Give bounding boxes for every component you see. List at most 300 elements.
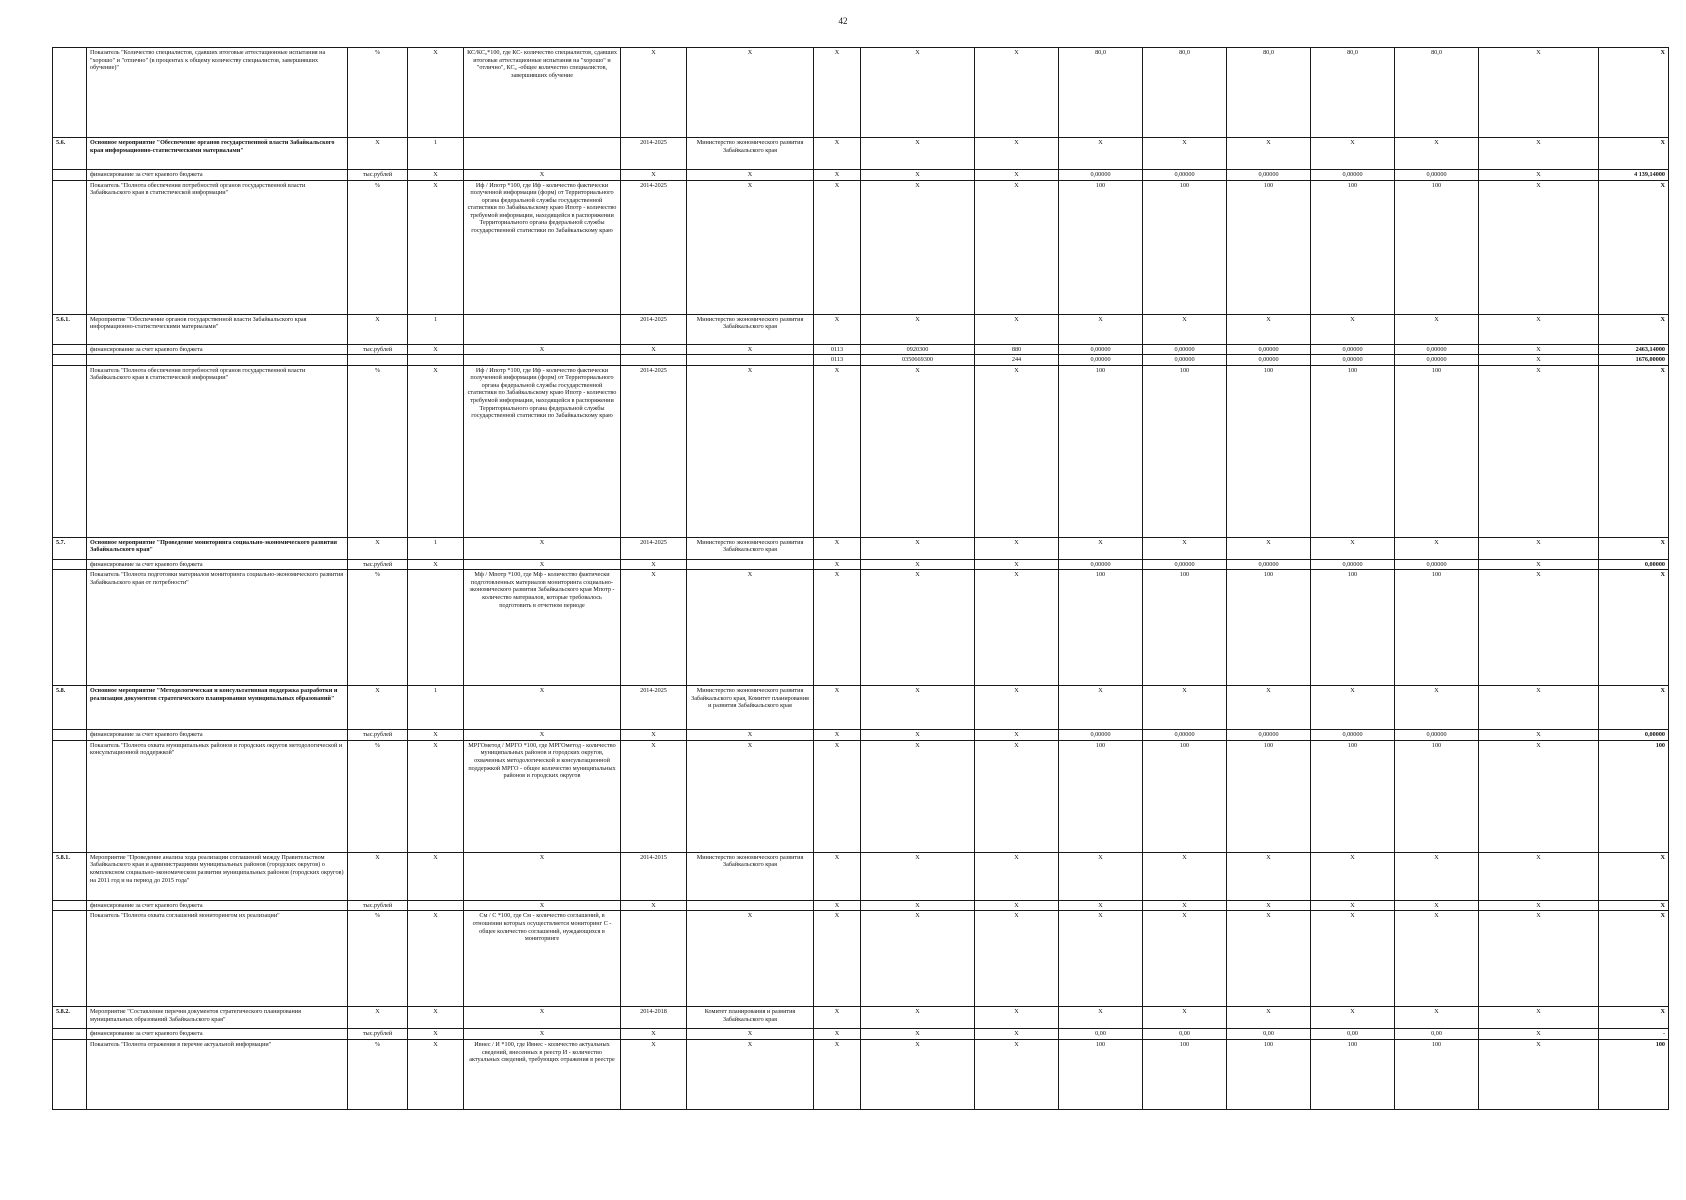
row-number [53, 730, 87, 741]
executor-cell: Министерство экономического развития Забайкальского края [687, 537, 814, 559]
period-cell: 2014-2015 [621, 852, 687, 900]
grbs-cell: X [814, 314, 861, 344]
year-2-cell: 100 [1143, 180, 1227, 314]
grbs-cell: 0113 [814, 344, 861, 355]
kbk-cell: X [861, 740, 975, 852]
year-4-cell: 100 [1311, 365, 1395, 537]
unit-cell: % [348, 48, 408, 138]
total-cell: X [1599, 180, 1669, 314]
year-1-cell: X [1059, 686, 1143, 730]
name-cell: Показатель "Полнота охвата муниципальных районов и городских округов методологической и консультационной поддержкой" [87, 740, 348, 852]
kbk-cell: X [861, 911, 975, 1007]
row-number: 5.8.1. [53, 852, 87, 900]
total-cell: X [1599, 686, 1669, 730]
kbk-cell: X [861, 537, 975, 559]
total-cell: 2463,14000 [1599, 344, 1669, 355]
year-3-cell: 100 [1227, 1039, 1311, 1109]
year-1-cell: X [1059, 1007, 1143, 1029]
grbs-cell: X [814, 48, 861, 138]
year-1-cell: X [1059, 900, 1143, 911]
period-cell: X [621, 1029, 687, 1040]
year-2-cell: 0,00000 [1143, 355, 1227, 366]
total-cell: X [1599, 537, 1669, 559]
year-4-cell: 0,00000 [1311, 344, 1395, 355]
method-cell: X [464, 900, 621, 911]
name-cell: Основное мероприятие "Обеспечение органов государственной власти Забайкальского края информационно-статистическими материалами" [87, 138, 348, 170]
year-4-cell: X [1311, 314, 1395, 344]
year-1-cell: 0,00 [1059, 1029, 1143, 1040]
year-1-cell: 100 [1059, 180, 1143, 314]
unit-cell: % [348, 1039, 408, 1109]
year-5-cell: X [1395, 852, 1479, 900]
executor-cell [687, 559, 814, 570]
year-2-cell: 0,00000 [1143, 170, 1227, 181]
year-5-cell: 0,00000 [1395, 344, 1479, 355]
name-cell: Мероприятие "Проведение анализа хода реализации соглашений между Правительством Забайкальского края и администрациями муниципальных районов (городских округов) о комплексном социально-экономическом развитии муниципальных районов (городских округов) на 2011 год и на период до 2015 года" [87, 852, 348, 900]
year-2-cell: X [1143, 138, 1227, 170]
executor-cell: X [687, 180, 814, 314]
year-6-cell: X [1479, 900, 1599, 911]
year-2-cell: 0,00000 [1143, 730, 1227, 741]
period-cell [621, 911, 687, 1007]
row-number [53, 1039, 87, 1109]
year-3-cell: 0,00000 [1227, 170, 1311, 181]
total-cell: X [1599, 365, 1669, 537]
kbk-cell: X [861, 1007, 975, 1029]
table-row [53, 559, 1669, 570]
period-cell: X [621, 344, 687, 355]
kbk-cell: X [861, 570, 975, 686]
kbk-cell: X [861, 1039, 975, 1109]
unit-cell: X [348, 314, 408, 344]
table-row [53, 48, 1669, 138]
kbk-cell: 0350669300 [861, 355, 975, 366]
year-2-cell: 100 [1143, 1039, 1227, 1109]
weight-cell: 1 [408, 138, 464, 170]
method-cell: X [464, 686, 621, 730]
executor-cell: X [687, 1039, 814, 1109]
name-cell: Показатель "Полнота обеспечения потребностей органов государственной власти Забайкальского края в статистической информации" [87, 180, 348, 314]
period-cell: X [621, 740, 687, 852]
year-2-cell: 100 [1143, 740, 1227, 852]
kbk-cell: X [861, 138, 975, 170]
executor-cell: X [687, 344, 814, 355]
row-number [53, 570, 87, 686]
executor-cell [687, 900, 814, 911]
weight-cell: X [408, 48, 464, 138]
executor-cell [687, 355, 814, 366]
year-3-cell: 0,00000 [1227, 730, 1311, 741]
year-3-cell: 0,00000 [1227, 355, 1311, 366]
kbk-cell: X [861, 48, 975, 138]
year-3-cell: 0,00 [1227, 1029, 1311, 1040]
grbs-cell: X [814, 138, 861, 170]
method-cell: X [464, 1007, 621, 1029]
vr-cell: X [975, 559, 1059, 570]
unit-cell: % [348, 740, 408, 852]
year-3-cell: X [1227, 138, 1311, 170]
year-1-cell: X [1059, 537, 1143, 559]
method-cell: X [464, 1029, 621, 1040]
weight-cell: X [408, 852, 464, 900]
year-3-cell: 100 [1227, 180, 1311, 314]
weight-cell: X [408, 740, 464, 852]
weight-cell: X [408, 730, 464, 741]
row-number [53, 170, 87, 181]
name-cell: Показатель "Полнота охвата соглашений мониторингом их реализации" [87, 911, 348, 1007]
year-5-cell: 0,00000 [1395, 170, 1479, 181]
weight-cell: X [408, 180, 464, 314]
kbk-cell: X [861, 686, 975, 730]
year-1-cell: 100 [1059, 570, 1143, 686]
total-cell: - [1599, 1029, 1669, 1040]
unit-cell: X [348, 138, 408, 170]
unit-cell: X [348, 1007, 408, 1029]
row-number [53, 180, 87, 314]
executor-cell: X [687, 570, 814, 686]
weight-cell: X [408, 170, 464, 181]
executor-cell: X [687, 1029, 814, 1040]
year-6-cell: X [1479, 559, 1599, 570]
year-2-cell: X [1143, 537, 1227, 559]
year-3-cell: X [1227, 900, 1311, 911]
total-cell: X [1599, 1007, 1669, 1029]
table-row [53, 138, 1669, 170]
year-1-cell: 100 [1059, 1039, 1143, 1109]
name-cell: Показатель "Полнота подготовки материалов мониторинга социально-экономического развития Забайкальского края от потребности" [87, 570, 348, 686]
table-row [53, 537, 1669, 559]
weight-cell: X [408, 365, 464, 537]
year-1-cell: X [1059, 911, 1143, 1007]
table-row [53, 686, 1669, 730]
total-cell: X [1599, 852, 1669, 900]
executor-cell: Министерство экономического развития Забайкальского края, Комитет планирования и развития Забайкальского края [687, 686, 814, 730]
method-cell: X [464, 852, 621, 900]
year-5-cell: X [1395, 900, 1479, 911]
year-3-cell: 0,00000 [1227, 559, 1311, 570]
kbk-cell: X [861, 180, 975, 314]
year-5-cell: 80,0 [1395, 48, 1479, 138]
vr-cell: X [975, 1029, 1059, 1040]
period-cell: X [621, 170, 687, 181]
total-cell: 4 139,14000 [1599, 170, 1669, 181]
year-6-cell: X [1479, 170, 1599, 181]
row-number [53, 740, 87, 852]
period-cell: 2014-2025 [621, 180, 687, 314]
name-cell: финансирование за счет краевого бюджета [87, 170, 348, 181]
weight-cell: X [408, 1039, 464, 1109]
executor-cell: Министерство экономического развития Забайкальского края [687, 138, 814, 170]
executor-cell: X [687, 911, 814, 1007]
name-cell: Показатель "Полнота отражения в перечне актуальной информации" [87, 1039, 348, 1109]
unit-cell: тыс.рублей [348, 170, 408, 181]
kbk-cell: X [861, 314, 975, 344]
method-cell: Иф / Ипотр *100, где Иф - количество фактически полученной информации (форм) от Территориального органа федеральной службы государственной статистики по Забайкальскому краю Ипотр - количество требуемой информации, находящейся в распоряжении Территориального органа федеральной службы государственной статистики по Забайкальскому краю [464, 180, 621, 314]
year-1-cell: 100 [1059, 740, 1143, 852]
year-2-cell: 80,0 [1143, 48, 1227, 138]
year-3-cell: 80,0 [1227, 48, 1311, 138]
grbs-cell: X [814, 570, 861, 686]
table-row [53, 900, 1669, 911]
name-cell [87, 355, 348, 366]
year-2-cell: X [1143, 911, 1227, 1007]
year-6-cell: X [1479, 180, 1599, 314]
year-4-cell: X [1311, 852, 1395, 900]
executor-cell: X [687, 170, 814, 181]
year-4-cell: X [1311, 911, 1395, 1007]
grbs-cell: X [814, 740, 861, 852]
period-cell: 2014-2018 [621, 1007, 687, 1029]
year-1-cell: 100 [1059, 365, 1143, 537]
year-5-cell: X [1395, 314, 1479, 344]
vr-cell: X [975, 314, 1059, 344]
table-row [53, 1039, 1669, 1109]
method-cell [464, 138, 621, 170]
weight-cell: X [408, 344, 464, 355]
method-cell: X [464, 170, 621, 181]
row-number [53, 900, 87, 911]
kbk-cell: X [861, 559, 975, 570]
grbs-cell: X [814, 1007, 861, 1029]
grbs-cell: X [814, 365, 861, 537]
unit-cell: X [348, 852, 408, 900]
year-3-cell: X [1227, 314, 1311, 344]
vr-cell: X [975, 852, 1059, 900]
table-row [53, 170, 1669, 181]
year-5-cell: 100 [1395, 365, 1479, 537]
table-row [53, 740, 1669, 852]
unit-cell: тыс.рублей [348, 344, 408, 355]
method-cell: КС/КС₀*100, где КС- количество специалистов, сдавших итоговые аттестационные испытания на "хорошо" и "отлично", КС₀ -общее количество специалистов, завершивших обучение [464, 48, 621, 138]
method-cell [464, 355, 621, 366]
year-4-cell: 0,00000 [1311, 730, 1395, 741]
row-number: 5.7. [53, 537, 87, 559]
total-cell: X [1599, 138, 1669, 170]
period-cell: 2014-2025 [621, 138, 687, 170]
vr-cell: X [975, 1007, 1059, 1029]
grbs-cell: X [814, 730, 861, 741]
vr-cell: X [975, 740, 1059, 852]
year-1-cell: X [1059, 138, 1143, 170]
kbk-cell: X [861, 170, 975, 181]
year-6-cell: X [1479, 852, 1599, 900]
year-3-cell: 0,00000 [1227, 344, 1311, 355]
row-number [53, 365, 87, 537]
year-2-cell: X [1143, 686, 1227, 730]
row-number [53, 559, 87, 570]
unit-cell: X [348, 686, 408, 730]
grbs-cell: X [814, 686, 861, 730]
row-number: 5.8.2. [53, 1007, 87, 1029]
vr-cell: X [975, 537, 1059, 559]
total-cell: 100 [1599, 1039, 1669, 1109]
year-5-cell: 100 [1395, 1039, 1479, 1109]
year-4-cell: X [1311, 900, 1395, 911]
unit-cell [348, 355, 408, 366]
year-4-cell: 100 [1311, 1039, 1395, 1109]
table-row [53, 1029, 1669, 1040]
grbs-cell: X [814, 900, 861, 911]
year-5-cell: 100 [1395, 740, 1479, 852]
year-3-cell: X [1227, 852, 1311, 900]
year-5-cell: X [1395, 911, 1479, 1007]
total-cell: 1676,00000 [1599, 355, 1669, 366]
total-cell: 0,00000 [1599, 730, 1669, 741]
vr-cell: 244 [975, 355, 1059, 366]
name-cell: Мероприятие "Составление перечня документов стратегического планирования муниципальных образований Забайкальского края" [87, 1007, 348, 1029]
weight-cell [408, 355, 464, 366]
name-cell: финансирование за счет краевого бюджета [87, 344, 348, 355]
year-6-cell: X [1479, 1039, 1599, 1109]
table-row [53, 314, 1669, 344]
year-2-cell: X [1143, 314, 1227, 344]
year-6-cell: X [1479, 730, 1599, 741]
period-cell: X [621, 730, 687, 741]
year-6-cell: X [1479, 740, 1599, 852]
year-5-cell: 0,00 [1395, 1029, 1479, 1040]
total-cell: 0,00000 [1599, 559, 1669, 570]
total-cell: X [1599, 911, 1669, 1007]
vr-cell: X [975, 138, 1059, 170]
weight-cell: 1 [408, 314, 464, 344]
table-row [53, 570, 1669, 686]
total-cell: X [1599, 48, 1669, 138]
name-cell: Показатель "Количество специалистов, сдавших итоговые аттестационные испытания на "хорошо" и "отлично" (в процентах к общему количеству специалистов, завершивших обучение)" [87, 48, 348, 138]
year-6-cell: X [1479, 344, 1599, 355]
year-2-cell: 0,00000 [1143, 559, 1227, 570]
year-4-cell: 100 [1311, 180, 1395, 314]
year-1-cell: X [1059, 314, 1143, 344]
year-3-cell: 100 [1227, 365, 1311, 537]
kbk-cell: X [861, 730, 975, 741]
method-cell: Мф / Мпотр *100, где Мф - количество фактически подготовленных материалов мониторинга социально-экономического развития Забайкальского края Мпотр - количество материалов, которые требовалось подготовить в отчетном периоде [464, 570, 621, 686]
table-row [53, 911, 1669, 1007]
name-cell: Мероприятие "Обеспечение органов государственной власти Забайкальского края информационно-статистическими материалами" [87, 314, 348, 344]
year-1-cell: 0,00000 [1059, 730, 1143, 741]
name-cell: Основное мероприятие "Проведение мониторинга социально-экономического развития Забайкальского края" [87, 537, 348, 559]
grbs-cell: 0113 [814, 355, 861, 366]
year-6-cell: X [1479, 1007, 1599, 1029]
name-cell: финансирование за счет краевого бюджета [87, 1029, 348, 1040]
kbk-cell: X [861, 852, 975, 900]
period-cell: X [621, 559, 687, 570]
unit-cell: тыс.рублей [348, 730, 408, 741]
unit-cell: % [348, 180, 408, 314]
row-number [53, 48, 87, 138]
grbs-cell: X [814, 537, 861, 559]
row-number [53, 355, 87, 366]
period-cell: 2014-2025 [621, 314, 687, 344]
vr-cell: 880 [975, 344, 1059, 355]
year-5-cell: 0,00000 [1395, 730, 1479, 741]
table-row [53, 730, 1669, 741]
year-2-cell: 0,00 [1143, 1029, 1227, 1040]
executor-cell: X [687, 48, 814, 138]
year-2-cell: 100 [1143, 365, 1227, 537]
grbs-cell: X [814, 170, 861, 181]
vr-cell: X [975, 911, 1059, 1007]
unit-cell: тыс.рублей [348, 559, 408, 570]
row-number [53, 344, 87, 355]
unit-cell: % [348, 365, 408, 537]
executor-cell: Комитет планирования и развития Забайкальского края [687, 1007, 814, 1029]
year-3-cell: X [1227, 686, 1311, 730]
method-cell: X [464, 344, 621, 355]
year-4-cell: X [1311, 138, 1395, 170]
method-cell: МРГОметод / МРГО *100, где МРГОметод - количество муниципальных районов и городских округов, охваченных методологической и консультационной поддержкой МРГО - общее количество муниципальных районов и городских округов [464, 740, 621, 852]
year-3-cell: 100 [1227, 570, 1311, 686]
period-cell [621, 355, 687, 366]
year-5-cell: 100 [1395, 180, 1479, 314]
grbs-cell: X [814, 1039, 861, 1109]
method-cell: X [464, 730, 621, 741]
table-row [53, 344, 1669, 355]
vr-cell: X [975, 48, 1059, 138]
vr-cell: X [975, 180, 1059, 314]
period-cell: X [621, 900, 687, 911]
year-4-cell: 0,00000 [1311, 559, 1395, 570]
year-1-cell: 0,00000 [1059, 559, 1143, 570]
weight-cell [408, 570, 464, 686]
unit-cell: % [348, 570, 408, 686]
unit-cell: X [348, 537, 408, 559]
year-4-cell: X [1311, 537, 1395, 559]
vr-cell: X [975, 1039, 1059, 1109]
year-4-cell: X [1311, 686, 1395, 730]
year-6-cell: X [1479, 48, 1599, 138]
year-5-cell: 100 [1395, 570, 1479, 686]
weight-cell: 1 [408, 686, 464, 730]
weight-cell: X [408, 911, 464, 1007]
row-number: 5.6.1. [53, 314, 87, 344]
vr-cell: X [975, 686, 1059, 730]
year-2-cell: X [1143, 900, 1227, 911]
year-2-cell: 0,00000 [1143, 344, 1227, 355]
year-5-cell: X [1395, 138, 1479, 170]
year-5-cell: 0,00000 [1395, 355, 1479, 366]
method-cell: См / С *100, где См - количество соглашений, в отношении которых осуществляется мониторинг С - общее количество соглашений, нуждающихся в мониторинге [464, 911, 621, 1007]
row-number [53, 1029, 87, 1040]
total-cell: X [1599, 314, 1669, 344]
kbk-cell: X [861, 1029, 975, 1040]
weight-cell: X [408, 1007, 464, 1029]
row-number: 5.6. [53, 138, 87, 170]
year-6-cell: X [1479, 314, 1599, 344]
year-4-cell: 100 [1311, 740, 1395, 852]
executor-cell: X [687, 365, 814, 537]
unit-cell: % [348, 911, 408, 1007]
row-number: 5.8. [53, 686, 87, 730]
name-cell: финансирование за счет краевого бюджета [87, 730, 348, 741]
weight-cell: X [408, 559, 464, 570]
year-4-cell: 100 [1311, 570, 1395, 686]
year-6-cell: X [1479, 355, 1599, 366]
year-3-cell: 100 [1227, 740, 1311, 852]
total-cell: X [1599, 570, 1669, 686]
executor-cell: Министерство экономического развития Забайкальского края [687, 852, 814, 900]
year-1-cell: 0,00000 [1059, 355, 1143, 366]
name-cell: Основное мероприятие "Методологическая и консультативная поддержка разработки и реализации документов стратегического планирования муниципальных образований" [87, 686, 348, 730]
period-cell: 2014-2025 [621, 537, 687, 559]
grbs-cell: X [814, 180, 861, 314]
year-1-cell: 80,0 [1059, 48, 1143, 138]
vr-cell: X [975, 365, 1059, 537]
unit-cell: тыс.рублей [348, 1029, 408, 1040]
period-cell: X [621, 1039, 687, 1109]
grbs-cell: X [814, 559, 861, 570]
year-1-cell: X [1059, 852, 1143, 900]
page-number: 42 [838, 16, 848, 26]
